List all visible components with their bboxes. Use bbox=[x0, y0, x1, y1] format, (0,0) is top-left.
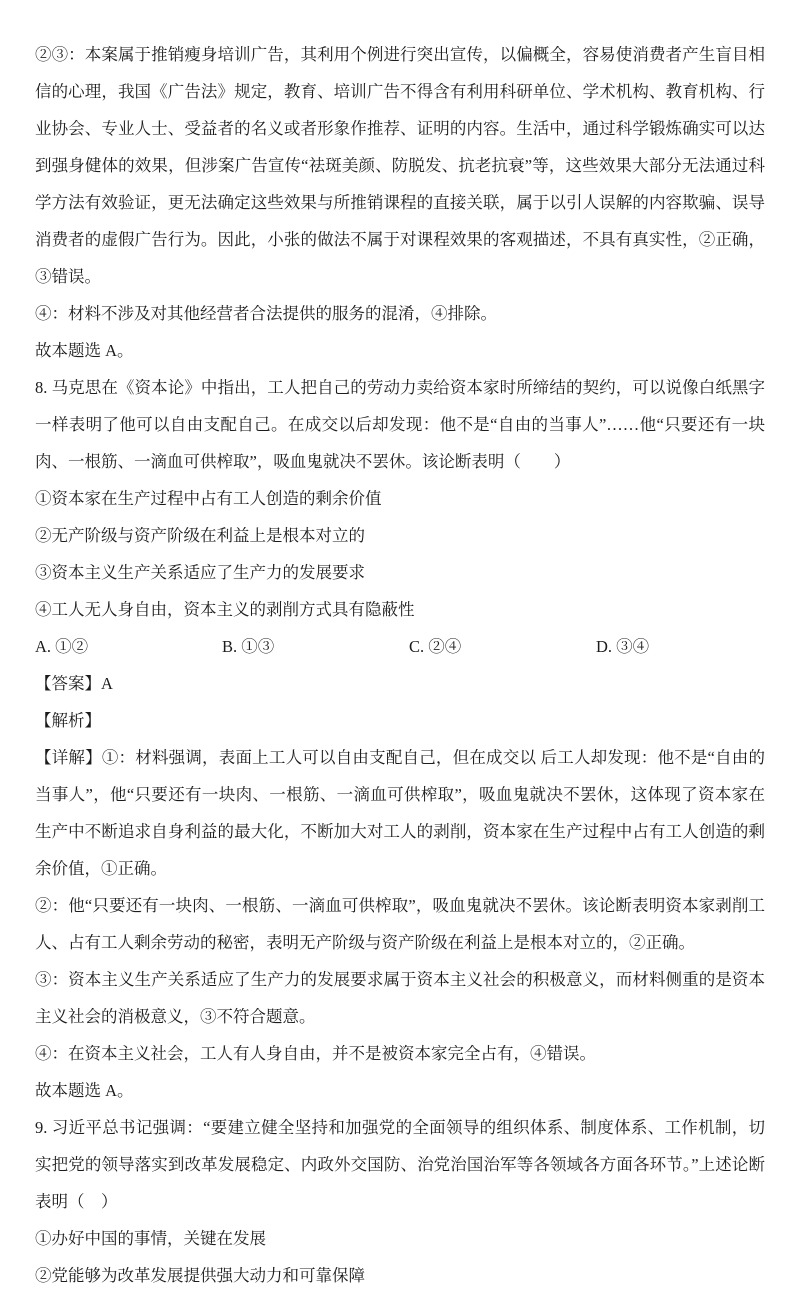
q8-conclusion: 故本题选 A。 bbox=[35, 1081, 134, 1100]
q8-statement-4: ④工人无人身自由，资本主义的剥削方式具有隐蔽性 bbox=[35, 600, 415, 619]
option-b: B. ①③ bbox=[222, 637, 275, 656]
q8-options-row bbox=[35, 628, 765, 665]
q7-analysis-point-4: ④：材料不涉及对其他经营者合法提供的服务的混淆，④排除。 bbox=[35, 304, 497, 323]
option-d: D. ③④ bbox=[596, 637, 650, 656]
q9-statement-1: ①办好中国的事情，关键在发展 bbox=[35, 1229, 266, 1248]
option-c: C. ②④ bbox=[409, 637, 462, 656]
q7-conclusion: 故本题选 A。 bbox=[35, 341, 134, 360]
q8-detail-point-2: ②：他“只要还有一块肉、一根筋、一滴血可供榨取”，吸血鬼就决不罢休。该论断表明资本家剥削工人、占有工人剩余劳动的秘密，表明无产阶级与资产阶级在利益上是根本对立的，②正确。 bbox=[35, 896, 765, 952]
q8-detail-point-4: ④：在资本主义社会，工人有人身自由，并不是被资本家完全占有，④错误。 bbox=[35, 1044, 596, 1063]
q9-statement-2: ②党能够为改革发展提供强大动力和可靠保障 bbox=[35, 1266, 365, 1285]
q8-statement-3: ③资本主义生产关系适应了生产力的发展要求 bbox=[35, 563, 365, 582]
q9-stem: 9. 习近平总书记强调：“要建立健全坚持和加强党的全面领导的组织体系、制度体系、工作机制，切实把党的领导落实到改革发展稳定、内政外交国防、治党治国治军等各领域各方面各环节。”上述论断表明（ ） bbox=[35, 1118, 765, 1211]
q8-answer: 【答案】A bbox=[35, 674, 113, 693]
q8-statement-2: ②无产阶级与资产阶级在利益上是根本对立的 bbox=[35, 526, 365, 545]
q8-analysis-label: 【解析】 bbox=[35, 711, 101, 730]
q8-stem: 8. 马克思在《资本论》中指出，工人把自己的劳动力卖给资本家时所缔结的契约，可以说像白纸黑字一样表明了他可以自由支配自己。在成交以后却发现：他不是“自由的当事人”……他“只要还有一块肉、一根筋、一滴血可供榨取”，吸血鬼就决不罢休。该论断表明（ ） bbox=[35, 378, 765, 471]
option-a: A. ①② bbox=[35, 637, 89, 656]
q7-analysis-point-2-3: ②③：本案属于推销瘦身培训广告，其利用个例进行突出宣传，以偏概全，容易使消费者产生盲目相信的心理，我国《广告法》规定，教育、培训广告不得含有利用科研单位、学术机构、教育机构、行业协会、专业人士、受益者的名义或者形象作推荐、证明的内容。生活中，通过科学锻炼确实可以达到强身健体的效果，但涉案广告宣传“祛斑美颜、防脱发、抗老抗衰”等，这些效果大部分无法通过科学方法有效验证，更无法确定这些效果与所推销课程的直接关联，属于以引人误解的内容欺骗、误导消费者的虚假广告行为。因此，小张的做法不属于对课程效果的客观描述，不具有真实性，②正确，③错误。 bbox=[35, 45, 765, 286]
q8-detail-point-1: 【详解】①：材料强调，表面上工人可以自由支配自己，但在成交以 后工人却发现：他不是“自由的当事人”，他“只要还有一块肉、一根筋、一滴血可供榨取”，吸血鬼就决不罢休，这体现了资本家在生产中不断追求自身利益的最大化，不断加大对工人的剥削，资本家在生产过程中占有工人创造的剩余价值，①正确。 bbox=[35, 748, 765, 878]
q8-detail-point-3: ③：资本主义生产关系适应了生产力的发展要求属于资本主义社会的积极意义，而材料侧重的是资本主义社会的消极意义，③不符合题意。 bbox=[35, 970, 765, 1026]
q8-statement-1: ①资本家在生产过程中占有工人创造的剩余价值 bbox=[35, 489, 382, 508]
